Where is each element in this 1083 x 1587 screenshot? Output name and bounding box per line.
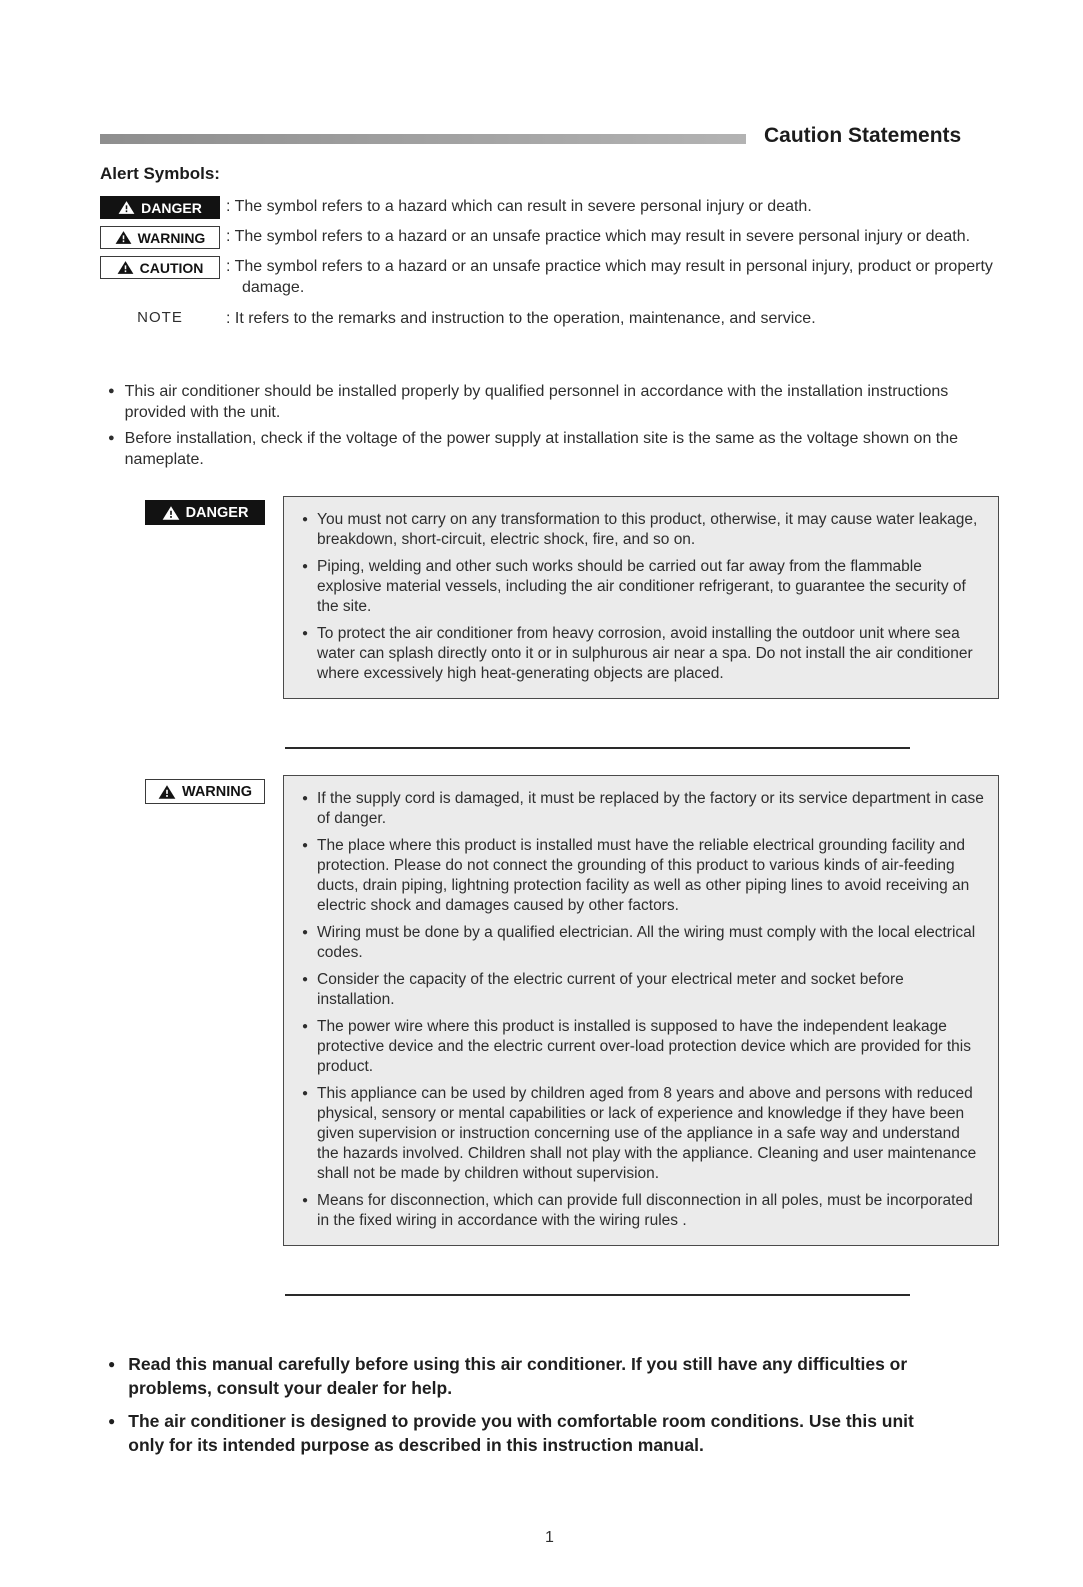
list-item [100, 1352, 999, 1400]
badge-label: WARNING [137, 229, 206, 246]
page-header [100, 124, 999, 148]
warning-item-text: This appliance can be used by children aged from 8 years and above and persons with reduced physical, sensory or mental capabilities or lack of experience and knowledge if they have been given supervision or instruction concerning use of the appliance in a safe way and understand the hazards involved. Children shall not play with the appliance. Cleaning and user maintenance shall not be made by children without supervision. [317, 1085, 977, 1182]
danger-item-text: Piping, welding and other such works should be carried out far away from the flammable explosive material vessels, including the air conditioner refrigerant, to guarantee the security of the site. [317, 558, 966, 615]
alert-symbol-row-danger [100, 196, 999, 219]
danger-item-text: To protect the air conditioner from heavy corrosion, avoid installing the outdoor unit where sea water can splash directly onto it or in sulphurous air near a spa. Do not install the air conditioner where excessively high heat-generating objects are placed. [317, 625, 973, 682]
list-item [296, 970, 984, 1010]
warning-section [100, 775, 999, 1246]
section-divider [285, 747, 910, 749]
badge-label: CAUTION [139, 259, 204, 276]
alert-symbol-desc: : It refers to the remarks and instruction to the operation, maintenance, and service. [226, 310, 816, 327]
header-rule [100, 134, 746, 144]
danger-section-badge-col [100, 496, 283, 526]
badge-label: WARNING [181, 783, 253, 800]
alert-symbols-list [100, 196, 999, 329]
intro-bullet-text: Before installation, check if the voltage of the power supply at installation site is the same as the voltage shown on the nameplate. [124, 430, 959, 468]
bullet-icon: ● [108, 432, 115, 444]
list-item [296, 923, 984, 963]
section-divider [285, 1294, 910, 1296]
bullet-icon: ● [302, 927, 309, 938]
list-item [100, 428, 999, 470]
warning-triangle-icon [162, 505, 180, 521]
list-item [296, 1191, 984, 1231]
page-title: Caution Statements [764, 124, 962, 147]
bullet-icon: ● [108, 1357, 116, 1371]
footer-bullet-list [100, 1352, 999, 1457]
badge-label: DANGER [141, 199, 202, 216]
warning-item-text: The place where this product is installed must have the reliable electrical grounding facility and protection. Please do not connect the grounding of this product to various kinds of air-feeding ducts, drain piping, lightning protection facility as well as other piping lines to avoid receiving an electric shock and damages caused by other factors. [317, 837, 970, 914]
danger-section [100, 496, 999, 699]
alert-symbol-desc: : The symbol refers to a hazard or an unsafe practice which may result in personal injury, product or property damage. [226, 258, 993, 296]
intro-bullet-list [100, 381, 999, 470]
warning-box [283, 775, 999, 1246]
danger-badge [100, 196, 220, 219]
danger-item-text: You must not carry on any transformation to this product, otherwise, it may cause water leakage, breakdown, short-circuit, electric shock, fire, and so on. [317, 511, 978, 548]
alert-symbol-desc: : The symbol refers to a hazard which can result in severe personal injury or death. [226, 198, 812, 215]
bullet-icon: ● [302, 1195, 309, 1206]
warning-item-text: Means for disconnection, which can provide full disconnection in all poles, must be incorporated in the fixed wiring in accordance with the wiring rules . [317, 1192, 973, 1229]
warning-badge [145, 779, 265, 804]
intro-bullet-text: This air conditioner should be installed properly by qualified personnel in accordance with the installation instructions provided with the unit. [124, 383, 949, 421]
danger-badge [145, 500, 265, 525]
warning-badge [100, 226, 220, 249]
warning-item-text: The power wire where this product is installed is supposed to have the independent leakage protective device and the electric current over-load protection device which are provided for this product. [317, 1018, 971, 1075]
bullet-icon: ● [302, 974, 309, 985]
warning-triangle-icon [118, 200, 135, 215]
bullet-icon: ● [302, 840, 309, 851]
bullet-icon: ● [302, 514, 309, 525]
warning-item-text: Consider the capacity of the electric current of your electrical meter and socket before installation. [317, 971, 904, 1008]
list-item [296, 836, 984, 916]
footer-bullet-text: The air conditioner is designed to provide you with comfortable room conditions. Use this unit only for its intended purpose as described in this instruction manual. [128, 1411, 914, 1455]
list-item [296, 1017, 984, 1077]
warning-section-badge-col [100, 775, 283, 805]
footer-bullet-text: Read this manual carefully before using this air conditioner. If you still have any difficulties or problems, consult your dealer for help. [128, 1354, 908, 1398]
alert-symbol-row-warning [100, 226, 999, 249]
bullet-icon: ● [302, 793, 309, 804]
list-item [296, 510, 984, 550]
alert-symbol-desc: : The symbol refers to a hazard or an unsafe practice which may result in severe personal injury or death. [226, 228, 971, 245]
list-item [100, 1409, 999, 1457]
alert-symbol-row-caution [100, 256, 999, 298]
list-item [100, 381, 999, 423]
bullet-icon: ● [302, 1088, 309, 1099]
list-item [296, 1084, 984, 1184]
badge-label: DANGER [185, 504, 249, 521]
bullet-icon: ● [108, 385, 115, 397]
bullet-icon: ● [302, 1021, 309, 1032]
warning-triangle-icon [117, 260, 134, 275]
warning-item-text: If the supply cord is damaged, it must be replaced by the factory or its service department in case of danger. [317, 790, 984, 827]
bullet-icon: ● [302, 628, 309, 639]
note-label: NOTE [137, 309, 183, 326]
list-item [296, 789, 984, 829]
danger-box [283, 496, 999, 699]
caution-badge [100, 256, 220, 279]
alert-symbols-heading: Alert Symbols: [100, 164, 220, 183]
bullet-icon: ● [108, 1414, 116, 1428]
warning-triangle-icon [115, 230, 132, 245]
page-number: 1 [545, 1529, 554, 1546]
list-item [296, 624, 984, 684]
warning-triangle-icon [158, 784, 176, 800]
list-item [296, 557, 984, 617]
bullet-icon: ● [302, 561, 309, 572]
alert-symbol-row-note [100, 308, 999, 329]
warning-item-text: Wiring must be done by a qualified electrician. All the wiring must comply with the local electrical codes. [317, 924, 976, 961]
